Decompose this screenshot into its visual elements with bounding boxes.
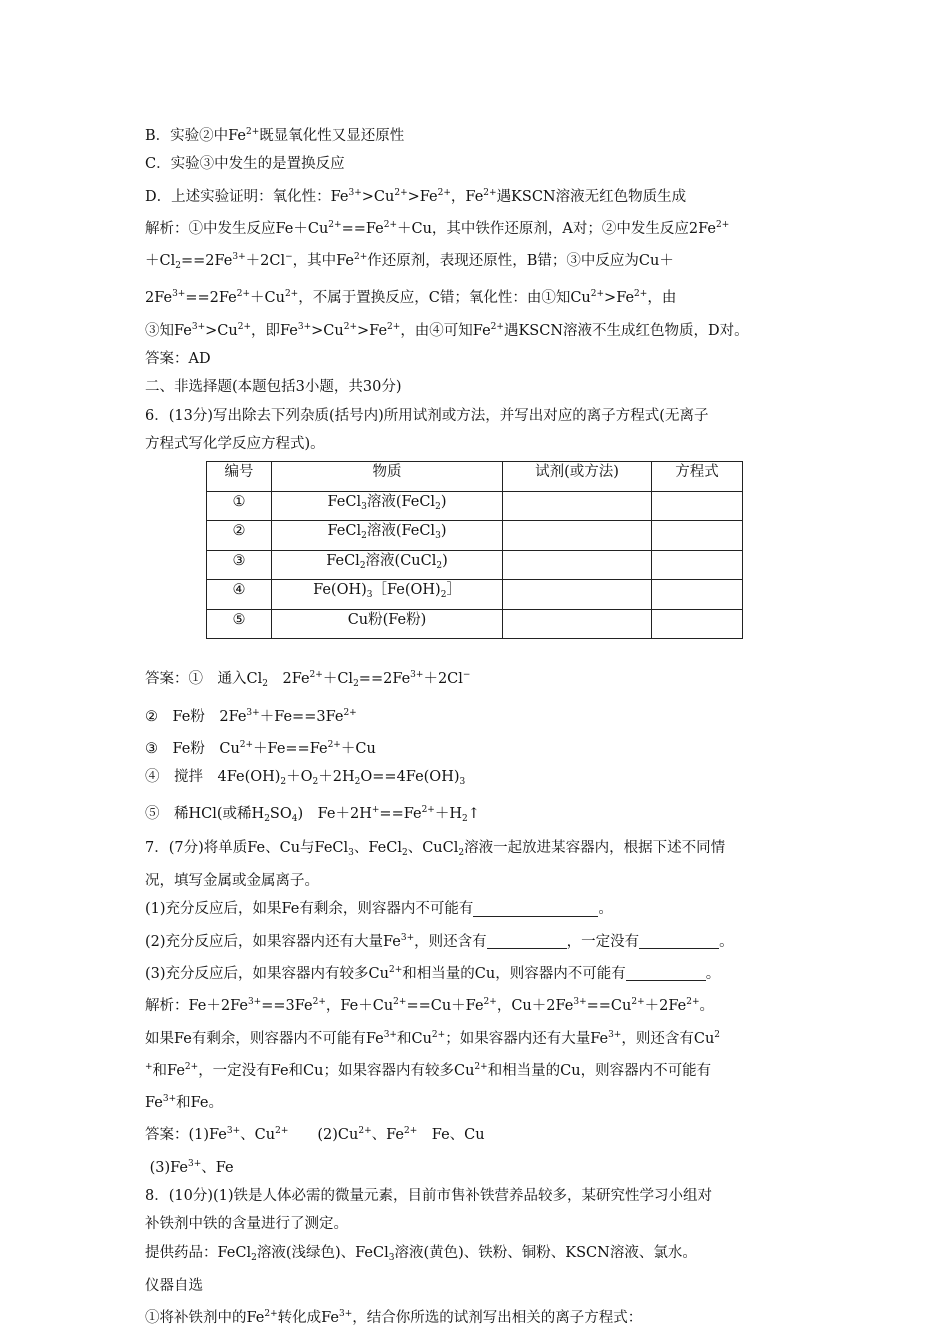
text-line-q8-3: 提供药品：FeCl$_2$溶液(浅绿色)、FeCl$_3$溶液(黄色)、铁粉、铜粉、KSCN溶液、氯水。 xyxy=(145,1244,697,1263)
text-line-exp7-4: $Fe^{3+}$和Fe。 xyxy=(145,1094,223,1112)
table-cell-number: ① xyxy=(207,491,272,521)
text-line-ans6-4: ④ 搅拌 $4Fe(OH)_2+O_2+2H_2O==4Fe(OH)_3$ xyxy=(145,769,466,788)
text-line-ans6-2: ② Fe粉 $2Fe^{3+}+Fe==3Fe^{2+}$ xyxy=(145,707,357,725)
table-header-number: 编号 xyxy=(207,462,272,492)
table-row xyxy=(207,609,743,639)
table-cell-substance: FeCl$_2$溶液(FeCl$_3$) xyxy=(272,521,503,551)
text-block-top xyxy=(145,118,815,458)
text-line-q7-3: (1)充分反应后，如果Fe有剩余，则容器内不可能有 。 xyxy=(145,901,613,918)
table-cell-substance: Cu粉(Fe粉) xyxy=(272,609,503,639)
table-cell-equation xyxy=(652,521,743,551)
text-line-q7-4: (2)充分反应后，如果容器内还有大量$Fe^{3+}$，则还含有 ，一定没有 。 xyxy=(145,932,734,950)
text-line-ans6-3: ③ Fe粉 $Cu^{2+}+Fe==Fe^{2+}+Cu$ xyxy=(145,739,376,757)
text-line-optB: B．实验②中$Fe^{2+}$既显氧化性又显还原性 xyxy=(145,127,405,144)
text-line-ans6-5: ⑤ 稀HCl(或稀$H_2SO_4$) $Fe+2H^+==Fe^{2+}+H_2↑$ xyxy=(145,805,480,825)
table-cell-reagent xyxy=(503,491,652,521)
text-line-ans7-2: $(3)Fe^{3+}$、Fe xyxy=(145,1158,234,1176)
table-cell-reagent xyxy=(503,580,652,610)
text-line-q8-1: 8．(10分)(1)铁是人体必需的微量元素，目前市售补铁营养品较多，某研究性学习小组对 xyxy=(145,1188,713,1205)
text-line-q7-2: 况，填写金属或金属离子。 xyxy=(145,873,319,890)
text-line-exp7-1: 解析：$Fe+2Fe^{3+}==3Fe^{2+}$，$Fe+Cu^{2+}==Cu+Fe^{2+}$，$Cu+2Fe^{3+}==Cu^{2+}+2Fe^{2+}$。 xyxy=(145,997,714,1015)
text-line-exp7-3: +和$Fe^{2+}$，一定没有Fe和Cu；如果容器内有较多$Cu^{2+}$和相当量的Cu，则容器内不可能有 xyxy=(145,1061,712,1079)
text-line-optC: C．实验③中发生的是置换反应 xyxy=(145,156,345,173)
table-cell-number: ② xyxy=(207,521,272,551)
text-line-q6-1: 6．(13分)写出除去下列杂质(括号内)所用试剂或方法，并写出对应的离子方程式(无离子 xyxy=(145,407,709,424)
table-cell-substance: $Fe(OH)_3[Fe(OH)_2]$ xyxy=(272,580,503,610)
table-cell-reagent xyxy=(503,521,652,551)
text-line-exp7-2: 如果Fe有剩余，则容器内不可能有$Fe^{3+}$和$Cu^{2+}$；如果容器内还有大量$Fe^{3+}$，则还含有Cu$^2$ xyxy=(145,1029,721,1047)
text-line-q8-2: 补铁剂中铁的含量进行了测定。 xyxy=(145,1216,348,1233)
table-header-substance: 物质 xyxy=(272,462,503,492)
text-line-q6-2: 方程式写化学反应方程式)。 xyxy=(145,435,325,452)
text-line-exp5-1: 解析：①中发生反应$Fe+Cu^{2+}==Fe^{2+}+Cu$，其中铁作还原剂，A对；②中发生反应$2Fe^{2+}$ xyxy=(145,219,730,237)
text-line-ans7-1: 答案：$(1)Fe^{3+}$、$Cu^{2+}$ $(2)Cu^{2+}$、$Fe^{2+}$ Fe、Cu xyxy=(145,1126,485,1144)
text-line-q7-5: (3)充分反应后，如果容器内有较多$Cu^{2+}$和相当量的Cu，则容器内不可能有 。 xyxy=(145,964,721,982)
table-row xyxy=(207,521,743,551)
text-line-q8-4: 仪器自选 xyxy=(145,1277,203,1294)
table-row xyxy=(207,580,743,610)
table-row xyxy=(207,491,743,521)
table-cell-substance: FeCl$_3$溶液(FeCl$_2$) xyxy=(272,491,503,521)
text-line-exp5-2: $+Cl_2==2Fe^{3+}+2Cl^-$，其中$Fe^{2+}$作还原剂，表现还原性，B错；③中反应为Cu＋ xyxy=(145,252,674,272)
table-header-equation: 方程式 xyxy=(652,462,743,492)
table-cell-equation xyxy=(652,550,743,580)
table-header-row xyxy=(207,462,743,492)
impurity-table xyxy=(206,461,743,639)
text-line-optD: D．上述实验证明：氧化性：$Fe^{3+}>Cu^{2+}>Fe^{2+}$，$Fe^{2+}$遇KSCN溶液无红色物质生成 xyxy=(145,187,687,205)
text-line-q7-1: 7．(7分)将单质Fe、Cu与FeCl$_3$、FeCl$_2$、CuCl$_2$溶液一起放进某容器内，根据下述不同情 xyxy=(145,839,726,858)
text-line-exp5-4: ③知$Fe^{3+}>Cu^{2+}$，即$Fe^{3+}>Cu^{2+}>Fe^{2+}$，由④可知$Fe^{2+}$遇KSCN溶液不生成红色物质，D对。 xyxy=(145,321,749,339)
table-cell-reagent xyxy=(503,609,652,639)
table-cell-equation xyxy=(652,609,743,639)
table-cell-number: ⑤ xyxy=(207,609,272,639)
text-block-bottom xyxy=(145,661,815,1332)
table-cell-number: ③ xyxy=(207,550,272,580)
text-line-ans5: 答案：AD xyxy=(145,351,211,368)
table-body xyxy=(207,491,743,639)
table-cell-equation xyxy=(652,580,743,610)
text-line-sec2: 二、非选择题(本题包括3小题，共30分) xyxy=(145,379,402,396)
table-row xyxy=(207,550,743,580)
table-cell-reagent xyxy=(503,550,652,580)
text-line-q8-5: ①将补铁剂中的$Fe^{2+}$转化成$Fe^{3+}$，结合你所选的试剂写出相关的离子方程式： xyxy=(145,1309,643,1327)
table-cell-equation xyxy=(652,491,743,521)
text-line-exp5-3: $2Fe^{3+}==2Fe^{2+}+Cu^{2+}$，不属于置换反应，C错；氧化性：由①知$Cu^{2+}>Fe^{2+}$，由 xyxy=(145,289,677,307)
text-line-ans6-1: 答案：① 通入$Cl_2$ $2Fe^{2+}+Cl_2==2Fe^{3+}+2Cl^-$ xyxy=(145,670,471,690)
table-cell-number: ④ xyxy=(207,580,272,610)
document-page xyxy=(145,118,815,1333)
table-cell-substance: FeCl$_2$溶液(CuCl$_2$) xyxy=(272,550,503,580)
table-header-reagent: 试剂(或方法) xyxy=(503,462,652,492)
